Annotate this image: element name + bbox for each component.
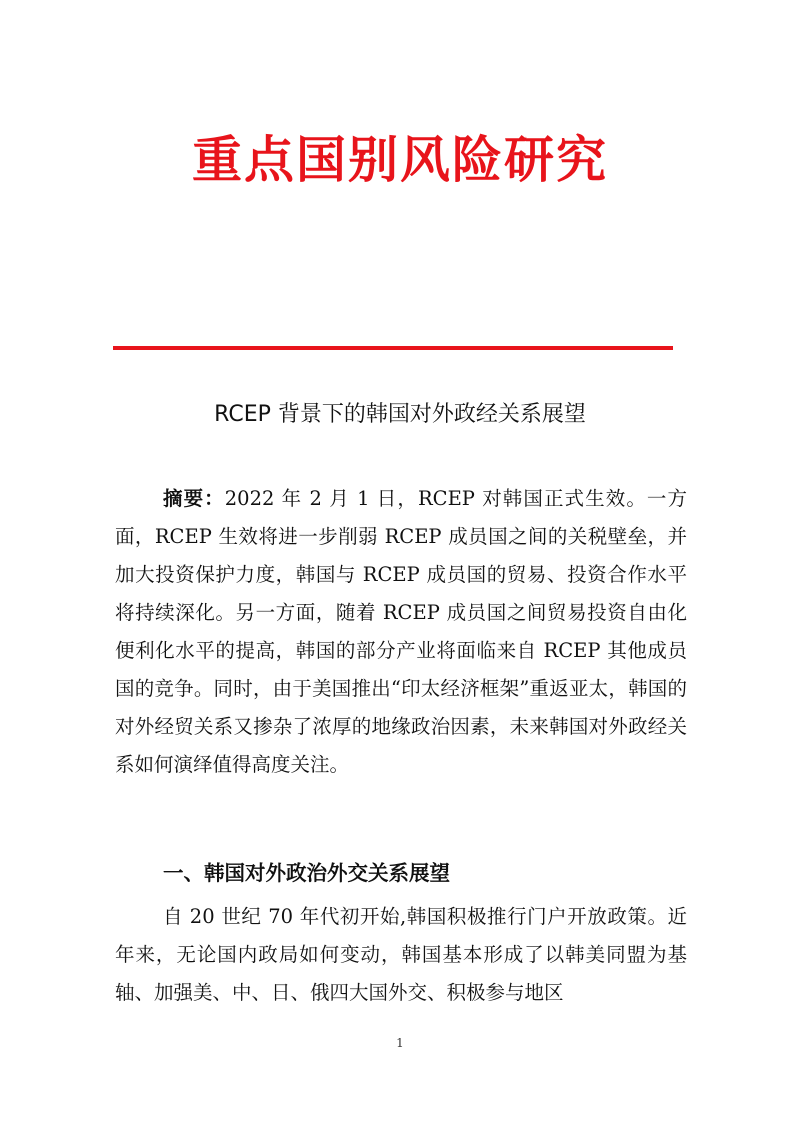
- report-header-title: 重点国别风险研究: [192, 130, 608, 189]
- section-heading: 一、韩国对外政治外交关系展望: [163, 861, 450, 885]
- abstract-text: 2022 年 2 月 1 日，RCEP 对韩国正式生效。一方面，RCEP 生效将进一步削弱 RCEP 成员国之间的关税壁垒，并加大投资保护力度，韩国与 RCEP 成员国的贸易、投资合作水平将持续深化。另一方面，随着 RCEP 成员国之间贸易投资自由化便利化水平的提高，韩国的部分产业将面临来自 RCEP 其他成员国的竞争。同时，由于美国推出“印太经济框架”重返亚太，韩国的对外经贸关系又掺杂了浓厚的地缘政治因素，未来韩国对外政经关系如何演绎值得高度关注。: [115, 487, 687, 776]
- abstract-label: 摘要：: [163, 487, 225, 510]
- red-divider-line: [113, 346, 673, 350]
- abstract-paragraph: [115, 480, 687, 784]
- article-title: RCEP 背景下的韩国对外政经关系展望: [214, 402, 586, 427]
- section-paragraph: 自 20 世纪 70 年代初开始,韩国积极推行门户开放政策。近年来，无论国内政局如何变动，韩国基本形成了以韩美同盟为基轴、加强美、中、日、俄四大国外交、积极参与地区: [115, 905, 687, 1004]
- page-number: 1: [396, 1036, 404, 1050]
